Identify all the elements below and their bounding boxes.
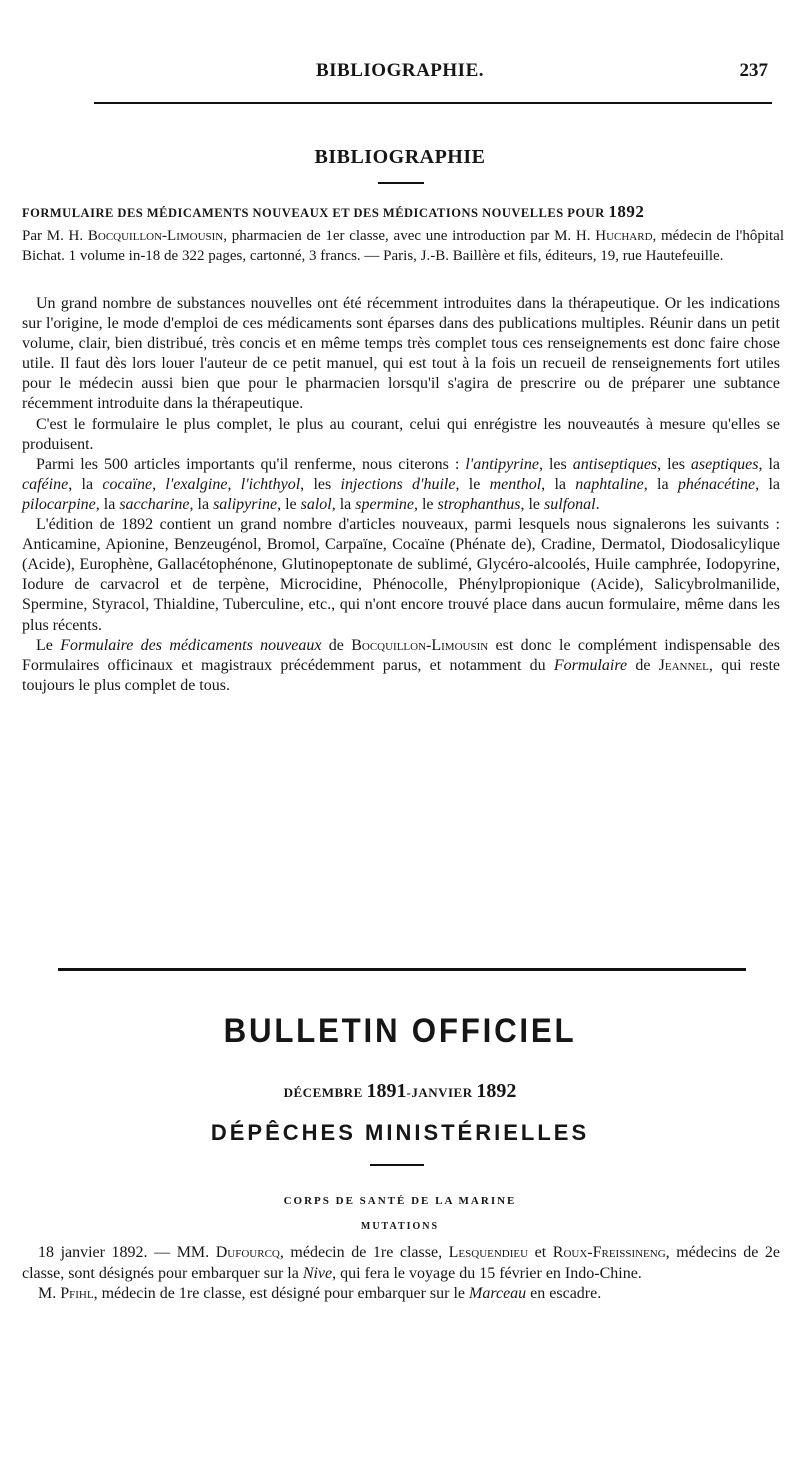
review-paragraph: Parmi les 500 articles importants qu'il renferme, nous citerons : l'antipyrine, les antiseptiques, les aseptiques, la caféine, la cocaïne, l'exalgine, l'ichthyol, les injections d'huile, le menthol, la naphtaline, la phénacétine, la pilocarpine, la saccharine, la salipyrine, le salol, la spermine, le strophanthus, le sulfonal. — [22, 455, 780, 513]
heading-dash — [370, 1164, 424, 1166]
citation-text: , pharmacien de 1er classe, avec une introduction par M. H. — [223, 228, 596, 244]
bulletin-date: DÉCEMBRE 1891-JANVIER 1892 — [283, 1080, 517, 1102]
dispatch-entry: 18 janvier 1892. — MM. Dufourcq, médecin de 1re classe, Lesquendieu et Roux-Freissineng, médecins de 2e classe, sont désignés pour embarquer sur la Nive, qui fera le voyage du 15 février en Indo-Chine. — [22, 1244, 781, 1282]
page-number: 237 — [739, 60, 768, 81]
book-title-year: 1892 — [608, 202, 645, 221]
depeches-heading: DÉPÊCHES MINISTÉRIELLES — [210, 1120, 590, 1145]
review-paragraph: C'est le formulaire le plus complet, le plus au courant, celui qui enrégistre les nouveautés à mesure qu'elles se produisent. — [22, 415, 780, 453]
corps-heading: CORPS DE SANTÉ DE LA MARINE — [283, 1195, 517, 1207]
citation-text: , médecin de l'hôpital Bichat. 1 volume in-18 de 322 pages, cartonné, 3 francs. — Paris, J.-B. Baillère et fils, éditeurs, 19, rue Hautefeuille. — [22, 228, 784, 264]
book-title — [22, 202, 782, 222]
citation-text: Par M. H. — [22, 228, 88, 244]
dispatch-entry: M. Pfihl, médecin de 1re classe, est désigné pour embarquer sur le Marceau en escadre. — [38, 1285, 602, 1302]
intro-author-name: Huchard — [595, 228, 653, 244]
author-name: Bocquillon-Limousin — [87, 228, 224, 244]
book-citation — [22, 227, 784, 266]
mutations-heading: MUTATIONS — [360, 1221, 440, 1232]
dispatch-list — [22, 1243, 780, 1305]
title-dash — [378, 182, 424, 184]
bulletin-title: BULLETIN OFFICIEL — [223, 1012, 577, 1050]
running-head: BIBLIOGRAPHIE. — [315, 60, 484, 81]
review-paragraph: Le Formulaire des médicaments nouveaux de Bocquillon-Limousin est donc le complément indispensable des Formulaires officinaux et magistraux précédemment parus, et notamment du Formulaire de Jeannel, qui reste toujours le plus complet de tous. — [22, 636, 781, 694]
review-body — [22, 294, 780, 696]
review-paragraph: L'édition de 1892 contient un grand nombre d'articles nouveaux, parmi lesquels nous signalerons les suivants : Anticamine, Apionine, Benzeugénol, Bromol, Carpaïne, Cocaïne (Phénate de), Cradine, Dermatol, Diodosalicylique (Acide), Europhène, Gallacétophénone, Glutinopeptonate de sublimé, Glycéro-alcoolés, Huile camphrée, Iodopyrine, Iodure de carvacrol et de terpène, Microcidine, Phénocolle, Phénylpropionique (Acide), Salicybrolmanilide, Spermine, Styracol, Thialdine, Tuberculine, etc., qui n'ont encore trouvé place dans aucun formulaire, même dans les plus récents. — [22, 516, 780, 634]
section-divider — [58, 968, 746, 971]
book-title-text: FORMULAIRE DES MÉDICAMENTS NOUVEAUX ET DES MÉDICATIONS NOUVELLES POUR — [22, 206, 605, 220]
header-rule — [94, 102, 772, 104]
section-title: BIBLIOGRAPHIE — [314, 146, 486, 168]
review-paragraph: Un grand nombre de substances nouvelles ont été récemment introduites dans la thérapeutique. Or les indications sur l'origine, le mode d'emploi de ces médicaments sont éparses dans des publications multiples. Réunir dans un petit volume, clair, bien distribué, très concis et en même temps très complet tous ces renseignements est donc faire chose utile. Il faut dès lors louer l'auteur de ce petit manuel, qui est tout à la fois un recueil de renseignements fort utiles pour le médecin aussi bien que pour le pharmacien lorsqu'il s'agira de prescrire ou de préparer une subtance récemment introduite dans la thérapeutique. — [22, 295, 780, 413]
